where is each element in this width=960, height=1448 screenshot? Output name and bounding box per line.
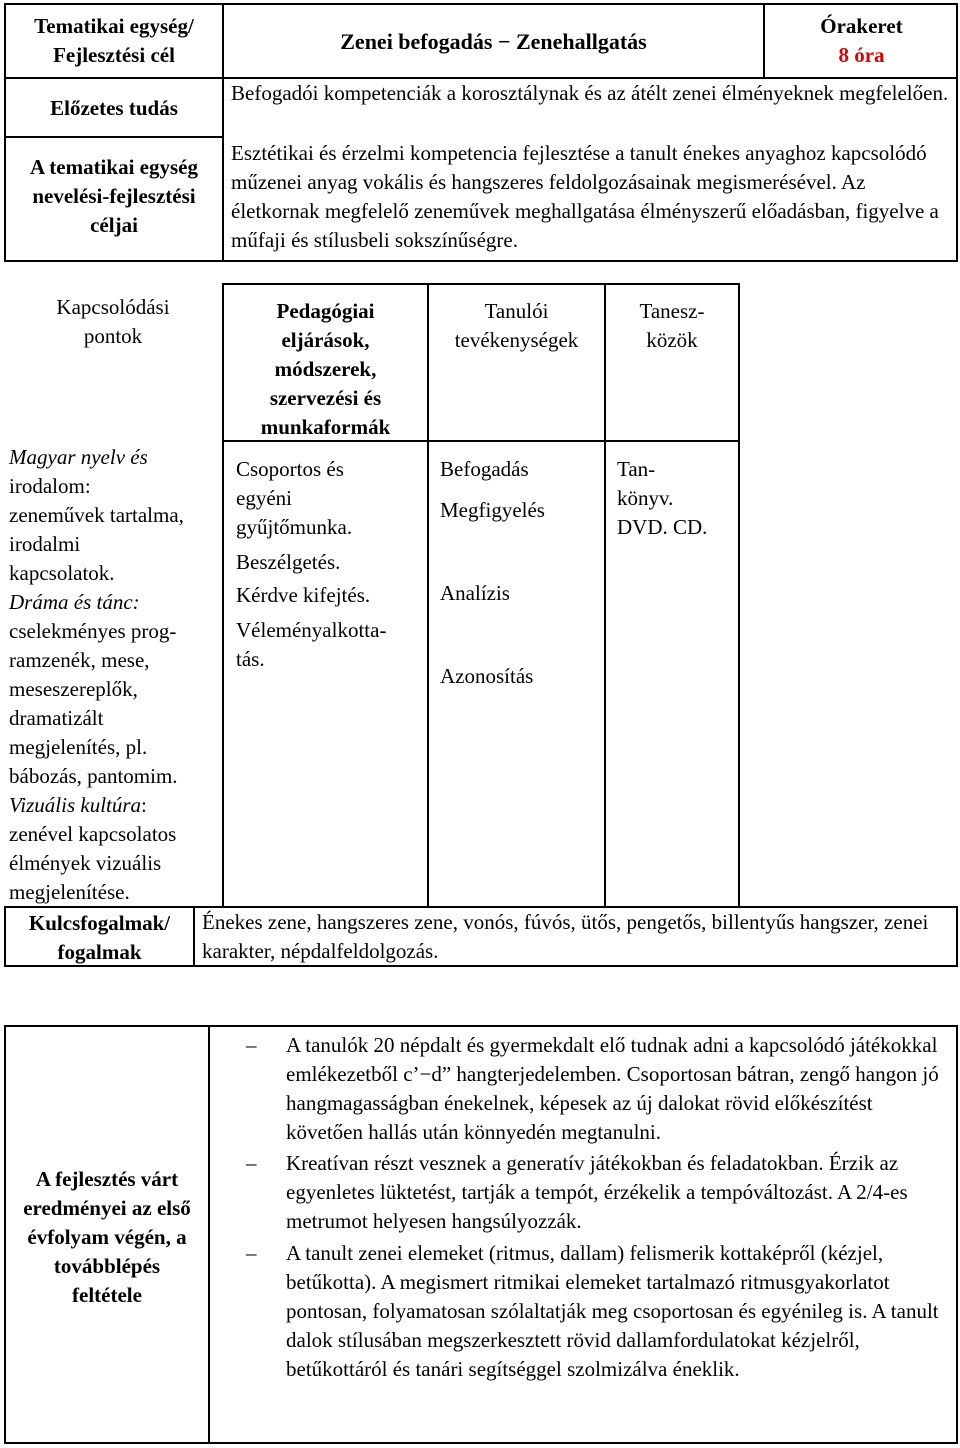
divider: [4, 136, 224, 138]
list-item: – A tanult zenei elemeket (ritmus, dallam) felismerik kottaképről (kézjel, betűkotta). A megismert ritmikai elemeket tartalmazó ritmusgyakorlatot pontosan, folyamatosan szólaltatják meg csoportosan és egyénileg is. A tanult dalok stílusában megszerkesztett rövid dallamfordulatokat kézjelről, betűkottáról és tanári segítséggel szolmizálva éneklik.: [246, 1241, 939, 1381]
tools-text: Tan- könyv. DVD. CD.: [617, 457, 708, 539]
dash-marker: –: [246, 1151, 257, 1175]
tools-header: Tanesz- közök: [639, 299, 705, 352]
goals-text: Esztétikai és érzelmi kompetencia fejlesztése a tanult énekes anyaghoz kapcsolódó műzenei anyag vokális és hangszeres feldolgozásainak megismerésével. Az életkornak megfelelő zeneművek meghallgatása élményszerű előadásban, figyelve a műfaji és stílusbeli sokszínűségre.: [231, 141, 939, 252]
dash-marker: –: [246, 1241, 257, 1265]
key-concepts-label: Kulcsfogalmak/ fogalmak: [28, 911, 171, 964]
activities-text: Befogadás Megfigyelés Analízis Azonosítás: [440, 457, 545, 688]
connections-header: Kapcsolódási pontok: [56, 295, 170, 348]
outcomes-label: A fejlesztés várt eredményei az első évfolyam végén, a továbblépés feltétele: [23, 1167, 191, 1307]
key-concepts-text: Énekes zene, hangszeres zene, vonós, fúvós, ütős, pengetős, billentyűs hangszer, zenei karakter, népdalfeldolgozás.: [202, 910, 929, 963]
unit-label: Tematikai egység/ Fejlesztési cél: [34, 14, 194, 67]
dash-marker: –: [246, 1033, 257, 1057]
methods-header: Pedagógiai eljárások, módszerek, szervezési és munkaformák: [260, 299, 391, 439]
activities-header: Tanulói tevékenységek: [454, 299, 579, 352]
divider: [222, 283, 740, 285]
connections-text: Magyar nyelv és irodalom: zeneművek tartalma, irodalmi kapcsolatok. Dráma és tánc: cselekményes prog- ramzenék, mese, meseszereplők, dramatizált megjelenítés, pl. bábozás, pantomim. Vizuális kultúra: zenével kapcsolatos élmények vizuális megjelenítése.: [9, 445, 184, 904]
prior-knowledge-text: Befogadói kompetenciák a korosztálynak és az átélt zenei élményeknek megfelelően.: [231, 81, 949, 105]
unit-title: Zenei befogadás − Zenehallgatás: [340, 29, 647, 54]
divider: [427, 283, 429, 908]
outcomes-items: [246, 1031, 948, 1384]
hours-label: Órakeret: [820, 14, 903, 38]
divider: [208, 1025, 210, 1444]
list-item: – Kreatívan részt vesznek a generatív játékokban és feladatokban. Érzik az egyenletes lüktetést, tartják a tempót, érzékelik a tempóváltozást. A 2/4-es metrumot helyesen hangsúlyozzák.: [246, 1151, 908, 1233]
hours-box: [765, 12, 958, 70]
divider: [604, 283, 606, 908]
methods-text: Csoportos és egyéni gyűjtőmunka. Beszélgetés. Kérdve kifejtés. Véleményalkotta- tás.: [236, 457, 387, 671]
divider: [193, 906, 195, 967]
divider: [738, 283, 740, 908]
outcomes-list: [246, 1031, 948, 1384]
hours-value: 8 óra: [838, 43, 885, 67]
list-item: – A tanulók 20 népdalt és gyermekdalt elő tudnak adni a kapcsolódó játékokkal emlékezetből c’−d” hangterjedelemben. Csoportosan bátran, zengő hangon jó hangmagasságban énekelnek, képesek az új dalokat rövid előkészítést követően hallás után könnyedén megtanulni.: [246, 1033, 939, 1144]
goals-label: A tematikai egység nevelési-fejlesztési céljai: [30, 155, 198, 237]
prior-knowledge-label: Előzetes tudás: [50, 96, 178, 120]
